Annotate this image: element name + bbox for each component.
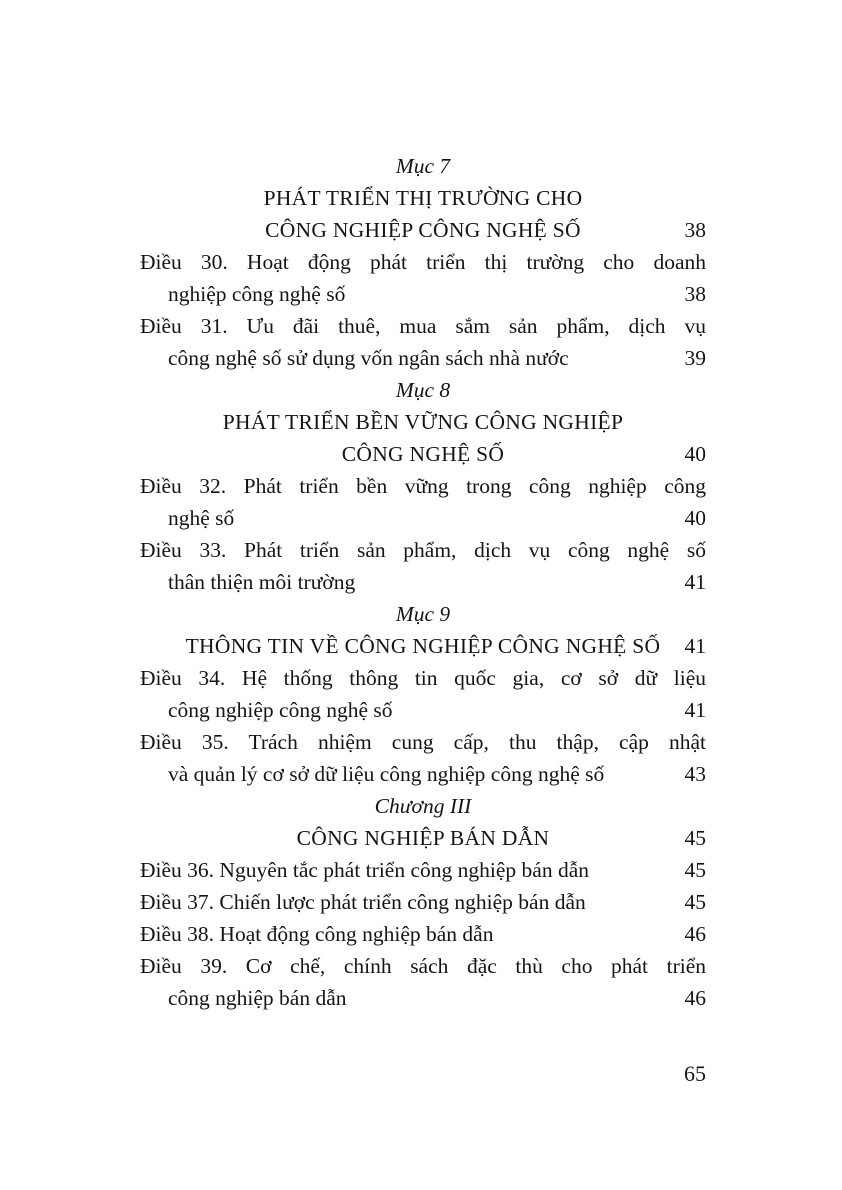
toc-page-number: 38 xyxy=(684,218,706,242)
toc-page-number: 41 xyxy=(684,698,706,722)
toc-line-text: Điều 31. Ưu đãi thuê, mua sắm sản phẩm, dịch vụ xyxy=(140,314,706,338)
toc-entry-line xyxy=(140,502,706,534)
toc-entry-line xyxy=(140,950,706,982)
toc-entry-line xyxy=(140,886,706,918)
toc-page-number: 45 xyxy=(684,826,706,850)
toc-section-label xyxy=(140,374,706,406)
toc-entry-line xyxy=(140,918,706,950)
toc-line-text: nghệ số xyxy=(168,506,235,530)
toc-line-text: thân thiện môi trường xyxy=(168,570,356,594)
toc-line-text: Chương III xyxy=(374,794,472,818)
toc-page-number: 40 xyxy=(684,506,706,530)
toc-entry-line xyxy=(140,854,706,886)
toc-line-text: Mục 8 xyxy=(395,378,451,402)
toc-heading xyxy=(140,406,706,438)
toc-section-label xyxy=(140,150,706,182)
toc-page-number: 41 xyxy=(684,634,706,658)
toc-entry-line xyxy=(140,342,706,374)
toc-chapter-label xyxy=(140,790,706,822)
toc-section-label xyxy=(140,598,706,630)
toc-heading xyxy=(140,214,706,246)
toc-line-text: Điều 33. Phát triển sản phẩm, dịch vụ công nghệ số xyxy=(140,538,706,562)
toc-line-text: CÔNG NGHỆ SỐ xyxy=(341,442,505,466)
toc-entry-line xyxy=(140,726,706,758)
toc-line-text: Điều 35. Trách nhiệm cung cấp, thu thập, cập nhật xyxy=(140,730,706,754)
toc-entry-line xyxy=(140,566,706,598)
toc-entry-line xyxy=(140,662,706,694)
page-number-footer: 65 xyxy=(684,1061,706,1086)
toc-page-number: 46 xyxy=(684,986,706,1010)
toc-line-text: Mục 7 xyxy=(395,154,451,178)
toc-line-text: Điều 34. Hệ thống thông tin quốc gia, cơ sở dữ liệu xyxy=(140,666,706,690)
toc-line-text: công nghiệp bán dẫn xyxy=(168,986,347,1010)
toc-line-text: Điều 38. Hoạt động công nghiệp bán dẫn xyxy=(140,922,494,946)
toc-line-text: công nghệ số sử dụng vốn ngân sách nhà nước xyxy=(168,346,569,370)
toc-page-number: 39 xyxy=(684,346,706,370)
toc-line-text: Điều 30. Hoạt động phát triển thị trường cho doanh xyxy=(140,250,706,274)
toc-entry-line xyxy=(140,982,706,1014)
toc-heading xyxy=(140,182,706,214)
toc-line-text: CÔNG NGHIỆP BÁN DẪN xyxy=(296,826,550,850)
toc-entry-line xyxy=(140,534,706,566)
toc-page-number: 45 xyxy=(684,890,706,914)
toc-line-text: CÔNG NGHIỆP CÔNG NGHỆ SỐ xyxy=(265,218,581,242)
toc-line-text: và quản lý cơ sở dữ liệu công nghiệp công nghệ số xyxy=(168,762,605,786)
toc-entry-line xyxy=(140,310,706,342)
toc-page-number: 41 xyxy=(684,570,706,594)
toc-line-text: Mục 9 xyxy=(395,602,451,626)
toc-heading xyxy=(140,438,706,470)
toc-line-text: Điều 36. Nguyên tắc phát triển công nghiệp bán dẫn xyxy=(140,858,589,882)
toc-line-text: PHÁT TRIỂN BỀN VỮNG CÔNG NGHIỆP xyxy=(222,410,624,434)
toc-page-number: 45 xyxy=(684,858,706,882)
toc-line-text: Điều 39. Cơ chế, chính sách đặc thù cho phát triển xyxy=(140,954,706,978)
toc-page-number: 43 xyxy=(684,762,706,786)
toc-entry-line xyxy=(140,694,706,726)
toc-entry-line xyxy=(140,278,706,310)
toc-heading xyxy=(140,630,706,662)
toc-entry-line xyxy=(140,758,706,790)
table-of-contents xyxy=(140,150,706,1014)
toc-page-number: 46 xyxy=(684,922,706,946)
toc-heading xyxy=(140,822,706,854)
toc-line-text: nghiệp công nghệ số xyxy=(168,282,346,306)
toc-line-text: công nghiệp công nghệ số xyxy=(168,698,393,722)
toc-line-text: THÔNG TIN VỀ CÔNG NGHIỆP CÔNG NGHỆ SỐ xyxy=(185,634,661,658)
toc-page-number: 38 xyxy=(684,282,706,306)
toc-entry-line xyxy=(140,246,706,278)
toc-line-text: PHÁT TRIỂN THỊ TRƯỜNG CHO xyxy=(263,186,583,210)
toc-page-number: 40 xyxy=(684,442,706,466)
toc-line-text: Điều 37. Chiến lược phát triển công nghiệp bán dẫn xyxy=(140,890,586,914)
toc-line-text: Điều 32. Phát triển bền vững trong công nghiệp công xyxy=(140,474,706,498)
toc-entry-line xyxy=(140,470,706,502)
